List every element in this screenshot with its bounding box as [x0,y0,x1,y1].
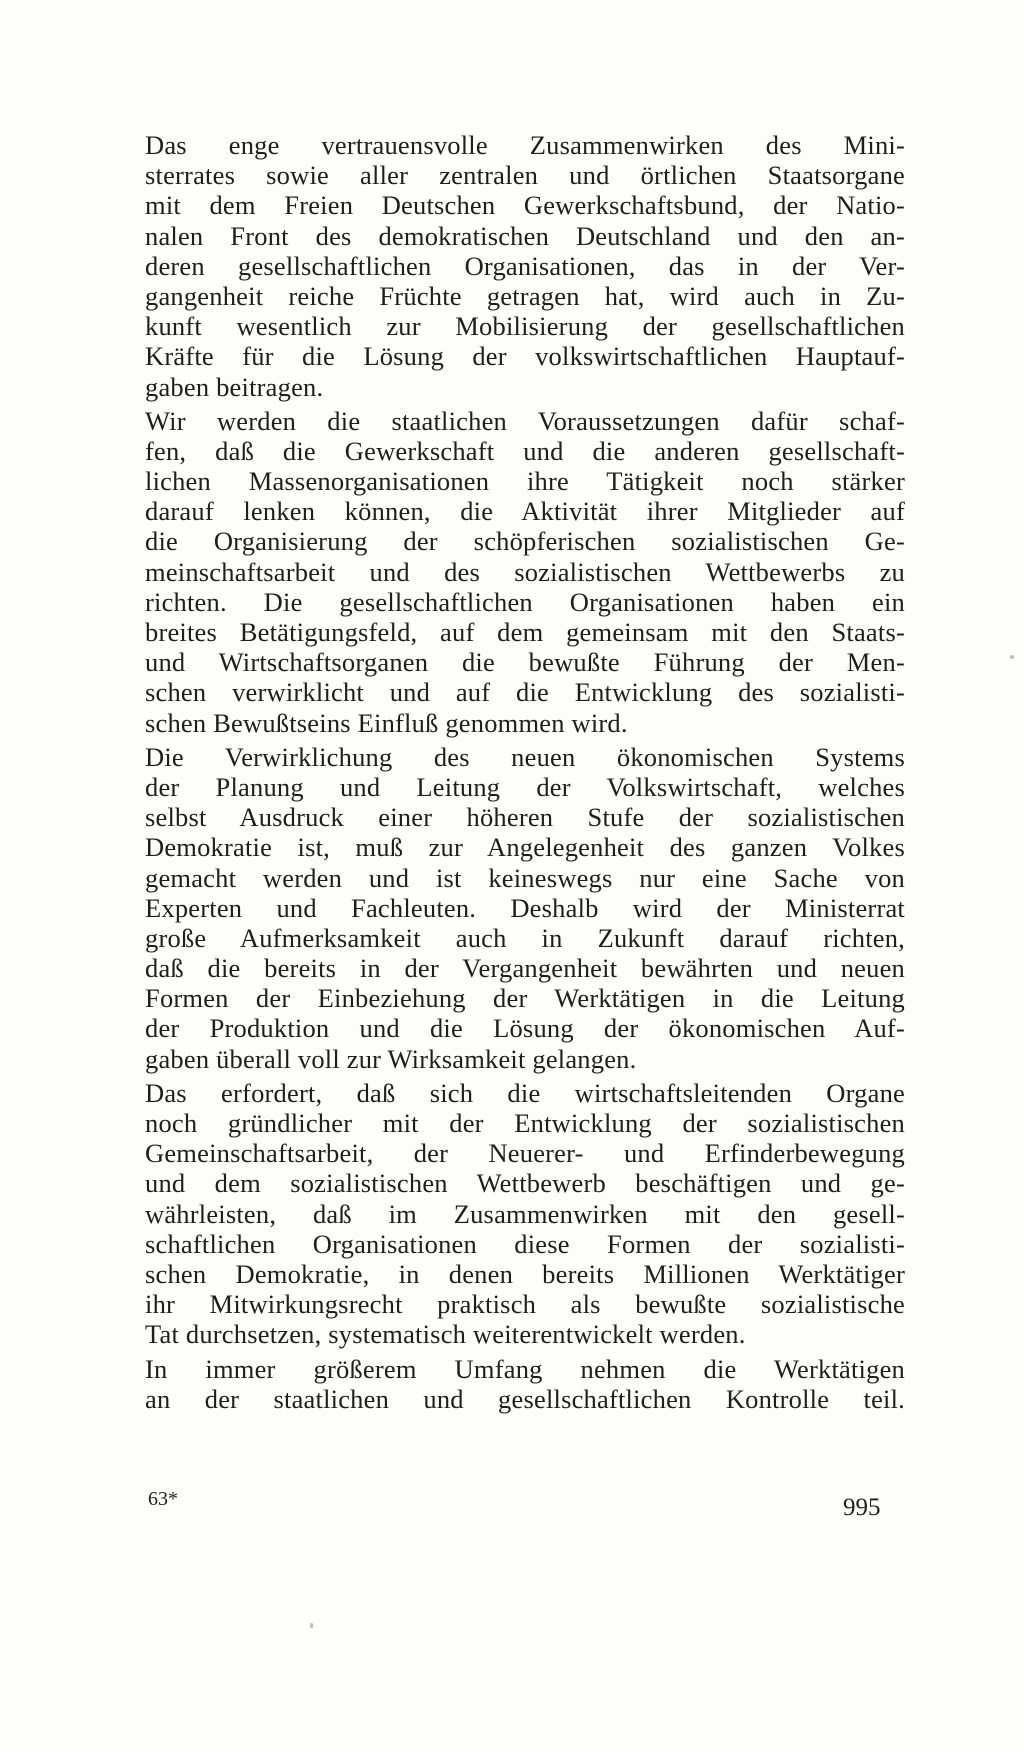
text-line: daß die bereits in der Vergangenheit bewährten und neuen [145,953,905,984]
text-line: schen Demokratie, in denen bereits Millionen Werktätiger [145,1258,905,1289]
text-line: Das enge vertrauensvolle Zusammenwirken des Mini- [145,130,905,160]
text-line: mit dem Freien Deutschen Gewerkschaftsbund, der Natio- [145,190,905,221]
text-line: Formen der Einbeziehung der Werktätigen in die Leitung [145,983,905,1014]
page-number: 995 [843,1494,881,1521]
text-line: Wir werden die staatlichen Voraussetzungen dafür schaf- [145,405,905,436]
text-line: gaben beitragen. [145,371,324,402]
text-line: Experten und Fachleuten. Deshalb wird der Ministerrat [145,892,905,923]
text-line: Das erfordert, daß sich die wirtschaftsleitenden Organe [145,1077,905,1108]
text-line: meinschaftsarbeit und des sozialistischen Wettbewerbs zu [145,556,905,587]
text-line: und Wirtschaftsorganen die bewußte Führung der Men- [145,647,905,678]
paragraph [145,130,905,402]
paragraph [145,1354,905,1414]
paper-speck [310,1623,313,1628]
text-line: lichen Massenorganisationen ihre Tätigkeit noch stärker [145,466,905,497]
text-line: selbst Ausdruck einer höheren Stufe der sozialistischen [145,802,905,833]
text-line: Die Verwirklichung des neuen ökonomischen Systems [145,741,905,772]
text-line: darauf lenken können, die Aktivität ihrer Mitglieder auf [145,496,905,527]
text-line: In immer größerem Umfang nehmen die Werktätigen [145,1353,905,1384]
text-line: schen verwirklicht und auf die Entwicklung des sozialisti- [145,677,905,708]
paper-speck [1010,655,1014,659]
text-line: deren gesellschaftlichen Organisationen, das in der Ver- [145,250,905,281]
paragraph [145,1078,905,1350]
text-line: richten. Die gesellschaftlichen Organisationen haben ein [145,586,905,617]
text-line: die Organisierung der schöpferischen sozialistischen Ge- [145,526,905,557]
text-line: breites Betätigungsfeld, auf dem gemeinsam mit den Staats- [145,617,905,647]
paragraph [145,742,905,1074]
text-line: Tat durchsetzen, systematisch weiterentwickelt werden. [145,1319,746,1350]
text-line: Demokratie ist, muß zur Angelegenheit des ganzen Volkes [145,832,905,863]
text-line: Gemeinschaftsarbeit, der Neuerer- und Erfinderbewegung [145,1138,905,1169]
text-line: und dem sozialistischen Wettbewerb beschäftigen und ge- [145,1168,905,1199]
text-line: schaftlichen Organisationen diese Formen der sozialisti- [145,1228,905,1259]
text-line: gaben überall voll zur Wirksamkeit gelangen. [145,1043,637,1074]
text-line: nalen Front des demokratischen Deutschland und den an- [145,220,905,251]
text-line: an der staatlichen und gesellschaftlichen Kontrolle teil. [145,1383,905,1414]
text-line: schen Bewußtseins Einfluß genommen wird. [145,707,628,738]
text-line: große Aufmerksamkeit auch in Zukunft darauf richten, [145,922,905,953]
text-line: gangenheit reiche Früchte getragen hat, wird auch in Zu- [145,280,905,311]
text-line: ihr Mitwirkungsrecht praktisch als bewußte sozialistische [145,1289,905,1320]
body-text [145,130,905,1414]
text-line: Kräfte für die Lösung der volkswirtschaftlichen Hauptauf- [145,341,905,372]
signature-mark: 63* [148,1488,178,1510]
text-line: kunft wesentlich zur Mobilisierung der gesellschaftlichen [145,311,905,342]
paragraph [145,406,905,738]
text-line: gemacht werden und ist keineswegs nur eine Sache von [145,862,905,893]
text-line: der Produktion und die Lösung der ökonomischen Auf- [145,1013,905,1044]
text-line: noch gründlicher mit der Entwicklung der sozialistischen [145,1108,905,1138]
text-line: der Planung und Leitung der Volkswirtschaft, welches [145,771,905,802]
text-line: sterrates sowie aller zentralen und örtlichen Staatsorgane [145,160,905,191]
text-line: fen, daß die Gewerkschaft und die anderen gesellschaft- [145,435,905,466]
text-line: währleisten, daß im Zusammenwirken mit den gesell- [145,1198,905,1229]
